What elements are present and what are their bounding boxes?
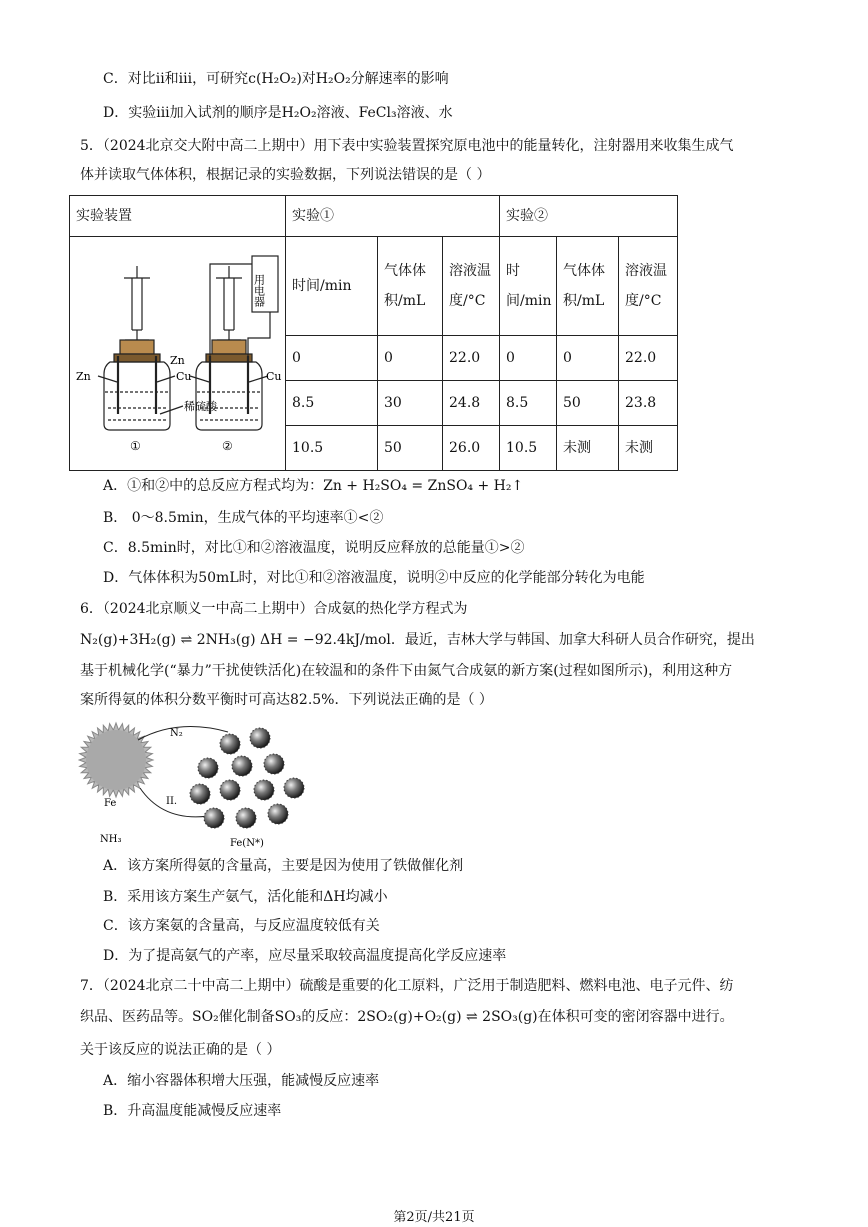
ammonia-synthesis-figure (78, 718, 328, 853)
particle (232, 756, 252, 776)
sub-header: 时间/min (286, 237, 378, 336)
fe-sphere (86, 730, 146, 790)
table-cell: 未测 (619, 426, 678, 471)
table-cell: 24.8 (443, 381, 500, 426)
table-header-device: 实验装置 (70, 196, 286, 237)
label-appliance: 用电器 (252, 273, 266, 307)
q7-option-b: B．升高温度能减慢反应速率 (103, 1103, 282, 1119)
table-cell: 10.5 (500, 426, 557, 471)
q6-stem-line2: N₂(g)+3H₂(g) ⇌ 2NH₃(g) ΔH = −92.4kJ/mol．最近，吉林大学与韩国、加拿大科研人员合作研究，提出 (80, 632, 755, 648)
table-cell: 未测 (557, 426, 619, 471)
q4-option-c: C．对比ii和iii，可研究c(H₂O₂)对H₂O₂分解速率的影响 (103, 71, 449, 87)
label-acid: 稀硫酸 (184, 399, 217, 413)
q4-option-d: D．实验iii加入试剂的顺序是H₂O₂溶液、FeCl₃溶液、水 (103, 105, 453, 121)
q5-option-a: A．①和②中的总反应方程式均为：Zn + H₂SO₄ = ZnSO₄ + H₂↑ (103, 478, 524, 494)
sub-header: 气体体积/mL (557, 237, 619, 336)
q6-option-a: A．该方案所得氨的含量高，主要是因为使用了铁做催化剂 (103, 858, 464, 874)
label-fen: Fe(N*) (230, 838, 264, 849)
table-cell: 22.0 (619, 336, 678, 381)
table-cell: 50 (557, 381, 619, 426)
table-cell: 0 (500, 336, 557, 381)
q6-stem-line4: 案所得氨的体积分数平衡时可高达82.5%．下列说法正确的是（ ） (80, 692, 493, 708)
q6-option-d: D．为了提高氨气的产率，应尽量采取较高温度提高化学反应速率 (103, 948, 507, 964)
table-cell: 22.0 (443, 336, 500, 381)
page-footer: 第2页/共21页 (393, 1210, 475, 1225)
table-cell: 0 (286, 336, 378, 381)
label-fe: Fe (104, 798, 117, 809)
bottle-1 (98, 266, 183, 430)
sub-header: 气体体积/mL (378, 237, 443, 336)
sub-header: 时间/min (500, 237, 557, 336)
q5-stem-line2: 体并读取气体体积，根据记录的实验数据，下列说法错误的是（ ） (80, 167, 491, 183)
label-bottle-2: ② (222, 438, 233, 453)
table-header-exp1: 实验① (286, 196, 500, 237)
table-cell: 30 (378, 381, 443, 426)
table-cell: 0 (378, 336, 443, 381)
particle (254, 780, 274, 800)
table-header-exp2: 实验② (500, 196, 678, 237)
particle (204, 808, 224, 828)
q7-stem-line1: 7．（2024北京二十中高二上期中）硫酸是重要的化工原料，广泛用于制造肥料、燃料电池、电子元件、纺 (80, 978, 734, 994)
particle (250, 728, 270, 748)
table-cell: 8.5 (286, 381, 378, 426)
table-cell: 0 (557, 336, 619, 381)
q7-option-a: A．缩小容器体积增大压强，能减慢反应速率 (103, 1073, 380, 1089)
table-cell: 8.5 (500, 381, 557, 426)
sub-header: 溶液温度/°C (443, 237, 500, 336)
label-ii: II. (166, 796, 178, 807)
apparatus-figure-cell (70, 237, 286, 471)
q7-stem-line3: 关于该反应的说法正确的是（ ） (80, 1042, 281, 1058)
label-zn-2: Zn (170, 353, 185, 367)
table-cell: 10.5 (286, 426, 378, 471)
table-cell: 23.8 (619, 381, 678, 426)
particle (220, 780, 240, 800)
label-cu-2: Cu (266, 369, 282, 383)
table-cell: 50 (378, 426, 443, 471)
q5-option-d: D．气体体积为50mL时，对比①和②溶液温度，说明②中反应的化学能部分转化为电能 (103, 570, 645, 586)
label-n2: N₂ (170, 728, 183, 739)
q5-option-b: B． 0～8.5min，生成气体的平均速率①<② (103, 510, 384, 526)
q5-experiment-table (69, 195, 678, 471)
q6-stem-line1: 6．（2024北京顺义一中高二上期中）合成氨的热化学方程式为 (80, 601, 468, 617)
particle (190, 784, 210, 804)
q5-option-c: C．8.5min时，对比①和②溶液温度，说明反应释放的总能量①>② (103, 540, 525, 556)
particle (220, 734, 240, 754)
arrow-arc-upper (138, 727, 228, 740)
particle (236, 808, 256, 828)
particle (264, 754, 284, 774)
q7-stem-line2: 织品、医药品等。SO₂催化制备SO₃的反应：2SO₂(g)+O₂(g) ⇌ 2SO₃(g)在体积可变的密闭容器中进行。 (80, 1009, 734, 1025)
label-zn-1: Zn (76, 369, 91, 383)
sub-header: 溶液温度/°C (619, 237, 678, 336)
label-bottle-1: ① (130, 438, 141, 453)
particle (268, 804, 288, 824)
particle (284, 778, 304, 798)
q6-option-b: B．采用该方案生产氨气，活化能和ΔH均减小 (103, 889, 388, 905)
label-cu-1: Cu (176, 369, 192, 383)
q5-stem-line1: 5．（2024北京交大附中高二上期中）用下表中实验装置探究原电池中的能量转化，注射器用来收集生成气 (80, 138, 734, 154)
label-nh3: NH₃ (100, 834, 122, 845)
apparatus-diagram (70, 238, 284, 470)
table-cell: 26.0 (443, 426, 500, 471)
q6-option-c: C．该方案氨的含量高，与反应温度较低有关 (103, 918, 380, 934)
fe-n-particles (190, 728, 304, 828)
q6-stem-line3: 基于机械化学(“暴力”干扰使铁活化)在较温和的条件下由氮气合成氨的新方案(过程如图所示)，利用这种方 (80, 663, 733, 679)
particle (198, 758, 218, 778)
